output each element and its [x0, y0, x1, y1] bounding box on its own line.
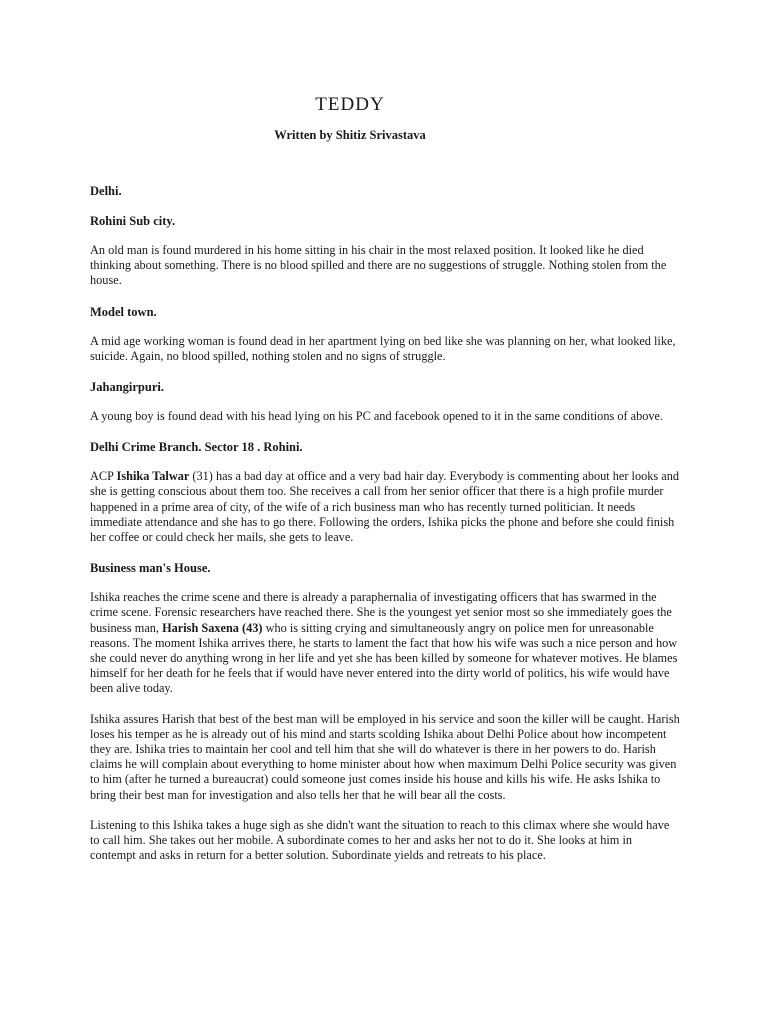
character-harish: Harish Saxena (43): [162, 620, 263, 635]
document-byline: Written by Shitiz Srivastava: [274, 128, 426, 142]
heading-jahangirpuri: Jahangirpuri.: [90, 380, 164, 395]
heading-model-town: Model town.: [90, 304, 157, 319]
paragraph-assurance: Ishika assures Harish that best of the best man will be employed in his service and soon the killer will be caught. Harish loses his temper as he is already out of his mind and starts scolding Ishika about Delhi Police about how incompetent they are. Ishika tries to maintain her cool and tell him that she will do whatever is there in her powers to do. Harish claims he will complain about everything to home minister about how when maximum Delhi Police security was given to him (after he turned a bureaucrat) could someone just comes inside his house and kills his wife. He asks Ishika to bring their best man for investigation and also tells her that he will bear all the costs.: [90, 711, 680, 802]
paragraph-boy: A young boy is found dead with his head lying on his PC and facebook opened to it in the same conditions of above.: [90, 409, 664, 424]
paragraph-sigh: Listening to this Ishika takes a huge sigh as she didn't want the situation to reach to this climax where she would have to call him. She takes out her mobile. A subordinate comes to her and asks her not to do it. She looks at him in contempt and asks in return for a better solution. Subordinate yields and retreats to his place.: [90, 817, 670, 863]
heading-crime-branch: Delhi Crime Branch. Sector 18 . Rohini.: [90, 440, 303, 455]
heading-delhi: Delhi.: [90, 184, 122, 198]
paragraph-old-man: An old man is found murdered in his home sitting in his chair in the most relaxed position. It looked like he died thinking about something. There is no blood spilled and there are no suggestions of struggle. Nothing stolen from the house.: [90, 243, 667, 288]
paragraph-acp-text: (31) has a bad day at office and a very bad hair day. Everybody is commenting about her looks and she is getting conscious about them too. She receives a call from her senior officer that there is a high profile murder happened in a prime area of city, of the wife of a rich business man who has recently turned politician. It needs immediate attendance and she has to go there. Following the orders, Ishika picks the phone and before she could finish her coffee or could check her mails, she gets to leave.: [90, 469, 680, 545]
character-ishika: Ishika Talwar: [116, 469, 190, 484]
paragraph-acp-prefix: ACP: [90, 469, 117, 484]
document-body: [90, 183, 680, 878]
paragraph-crime-scene: [90, 590, 680, 696]
paragraph-acp: [90, 469, 680, 545]
heading-rohini: Rohini Sub city.: [90, 214, 176, 228]
paragraph-crime-scene-start: Ishika reaches the crime scene and there is already a paraphernalia of investigating officers that has swarmed in the crime scene. Forensic researchers have reached there. She is the youngest yet senior most so she immediately goes the business man,: [90, 590, 672, 635]
heading-business-house: Business man's House.: [90, 561, 211, 576]
paragraph-woman: A mid age working woman is found dead in her apartment lying on bed like she was planning on her, what looked like, suicide. Again, no blood spilled, nothing stolen and no signs of struggle.: [90, 333, 676, 363]
document-title: TEDDY: [315, 94, 385, 115]
paragraph-crime-scene-rest: who is sitting crying and simultaneously angry on police men for unreasonable reasons. The moment Ishika arrives there, he starts to lament the fact that how his wife was such a nice person and how she could never do anything wrong in her life and yet she has been killed by someone for whatever motives. He blames himself for her death for he feels that if would have never entered into the dirty world of politics, his wife would have been alive today.: [90, 620, 678, 696]
